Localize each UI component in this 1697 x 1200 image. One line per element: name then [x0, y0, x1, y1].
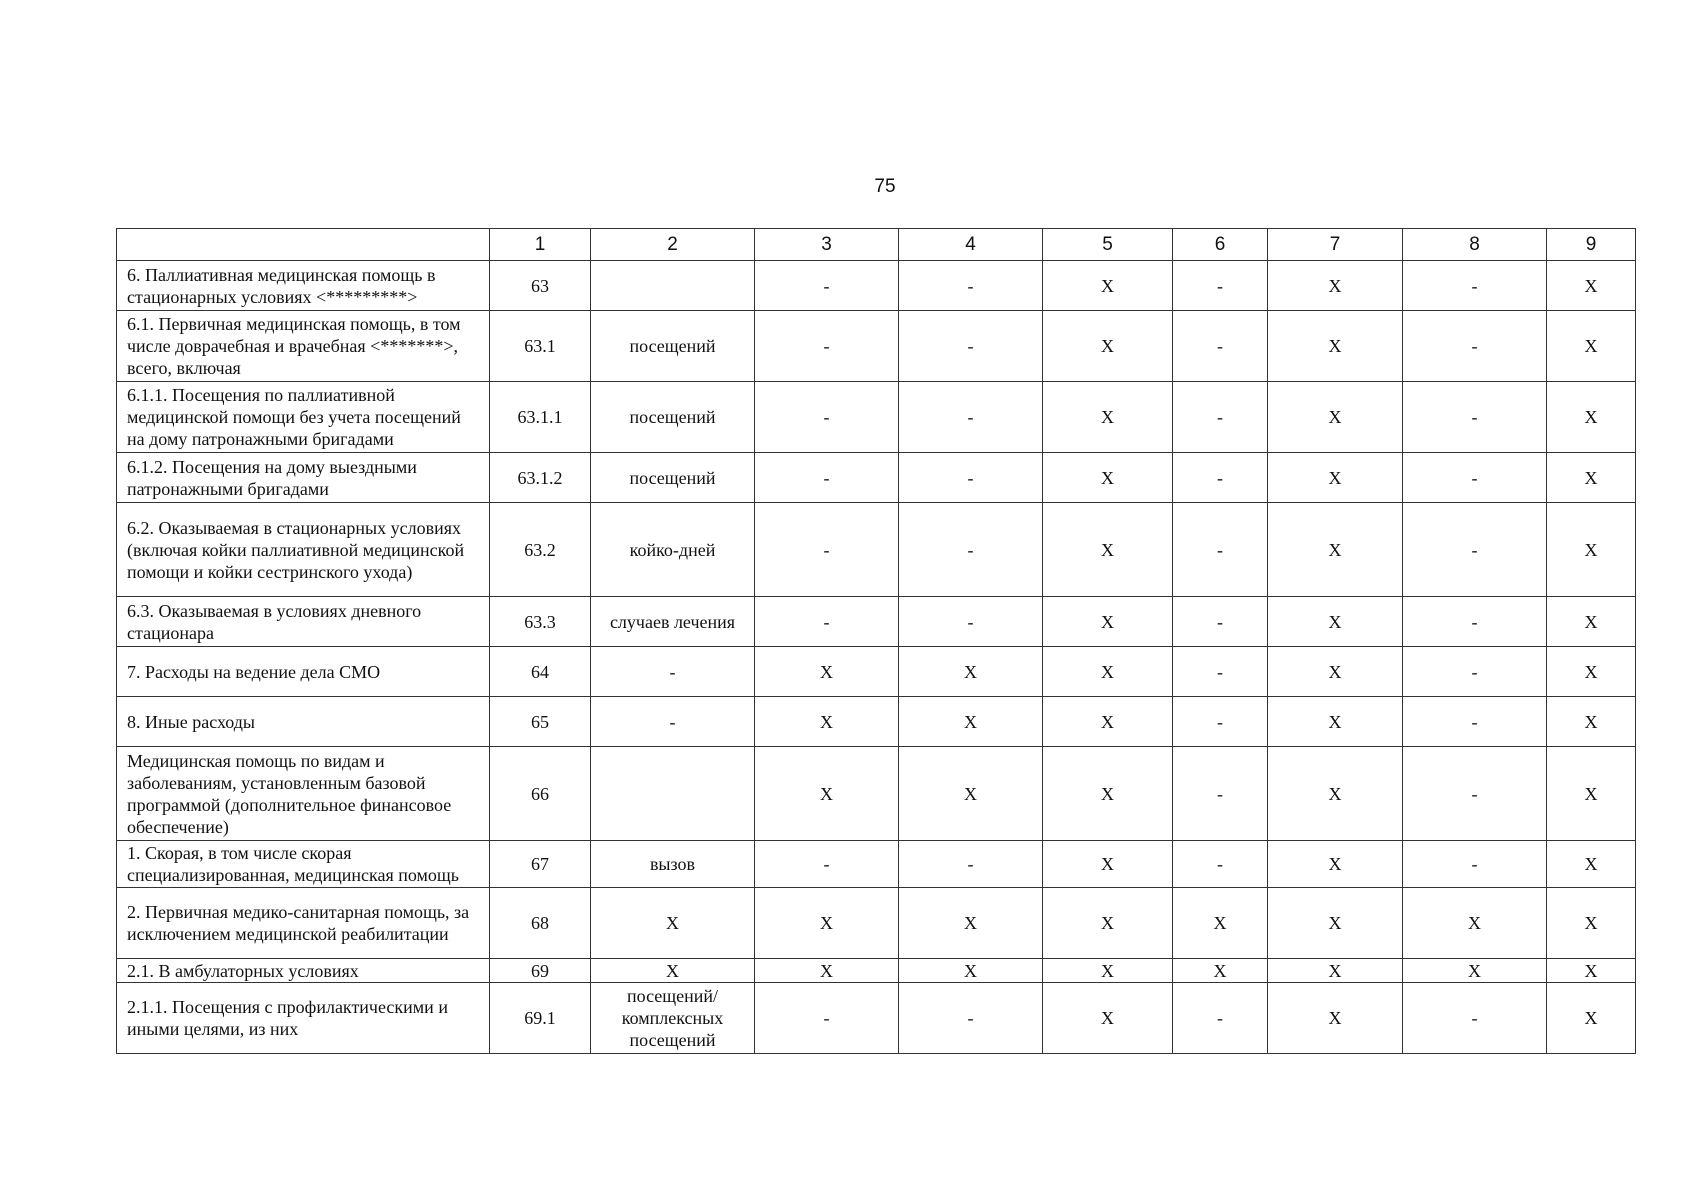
cell-col-5: X [1043, 647, 1173, 697]
cell-col-5: X [1043, 597, 1173, 647]
cell-col-5: X [1043, 261, 1173, 311]
header-row [117, 229, 1636, 261]
cell-col-8: - [1403, 311, 1547, 382]
cell-col-5: X [1043, 888, 1173, 959]
row-code: 63.3 [490, 597, 591, 647]
cell-col-9: X [1547, 983, 1636, 1054]
cell-col-4: X [899, 959, 1043, 983]
row-unit: случаев лечения [591, 597, 755, 647]
cell-col-8: - [1403, 697, 1547, 747]
cell-col-6: - [1173, 261, 1268, 311]
row-label: Медицинская помощь по видам и заболеваниям, установленным базовой программой (дополнительное финансовое обеспечение) [117, 747, 490, 841]
cell-col-4: - [899, 841, 1043, 888]
row-code: 63.2 [490, 503, 591, 597]
row-unit: посещений [591, 311, 755, 382]
row-label: 6. Паллиативная медицинская помощь в стационарных условиях <*********> [117, 261, 490, 311]
cell-col-5: X [1043, 382, 1173, 453]
cell-col-9: X [1547, 959, 1636, 983]
cell-col-4: - [899, 503, 1043, 597]
row-unit: вызов [591, 841, 755, 888]
cell-col-3: X [755, 888, 899, 959]
row-unit: - [591, 647, 755, 697]
cell-col-8: - [1403, 261, 1547, 311]
row-code: 68 [490, 888, 591, 959]
cell-col-7: X [1268, 382, 1403, 453]
cell-col-4: X [899, 888, 1043, 959]
cell-col-7: X [1268, 261, 1403, 311]
cell-col-4: X [899, 647, 1043, 697]
cell-col-8: - [1403, 597, 1547, 647]
cell-col-4: X [899, 697, 1043, 747]
table-row [117, 697, 1636, 747]
cell-col-7: X [1268, 597, 1403, 647]
header-cell-2: 2 [591, 229, 755, 261]
cell-col-6: - [1173, 747, 1268, 841]
row-label: 2. Первичная медико-санитарная помощь, за исключением медицинской реабилитации [117, 888, 490, 959]
cell-col-7: X [1268, 697, 1403, 747]
cell-col-5: X [1043, 747, 1173, 841]
cell-col-3: - [755, 841, 899, 888]
cell-col-3: X [755, 959, 899, 983]
cell-col-9: X [1547, 382, 1636, 453]
row-code: 64 [490, 647, 591, 697]
row-label: 6.3. Оказываемая в условиях дневного стационара [117, 597, 490, 647]
cell-col-3: - [755, 311, 899, 382]
table-row [117, 841, 1636, 888]
cell-col-7: X [1268, 747, 1403, 841]
table-row [117, 503, 1636, 597]
cell-col-9: X [1547, 747, 1636, 841]
cell-col-3: X [755, 697, 899, 747]
cell-col-8: - [1403, 453, 1547, 503]
row-label: 2.1. В амбулаторных условиях [117, 959, 490, 983]
row-code: 63.1.2 [490, 453, 591, 503]
cell-col-5: X [1043, 841, 1173, 888]
row-unit [591, 261, 755, 311]
cell-col-3: - [755, 261, 899, 311]
cell-col-6: X [1173, 888, 1268, 959]
table-row [117, 261, 1636, 311]
cell-col-9: X [1547, 453, 1636, 503]
row-code: 63.1 [490, 311, 591, 382]
row-code: 69 [490, 959, 591, 983]
cell-col-7: X [1268, 841, 1403, 888]
cell-col-5: X [1043, 959, 1173, 983]
header-cell-7: 7 [1268, 229, 1403, 261]
table-row [117, 597, 1636, 647]
row-unit [591, 747, 755, 841]
row-unit: посещений [591, 382, 755, 453]
cell-col-8: - [1403, 503, 1547, 597]
cell-col-8: X [1403, 959, 1547, 983]
table-row [117, 747, 1636, 841]
cell-col-7: X [1268, 888, 1403, 959]
cell-col-5: X [1043, 453, 1173, 503]
row-label: 1. Скорая, в том числе скорая специализированная, медицинская помощь [117, 841, 490, 888]
cell-col-7: X [1268, 647, 1403, 697]
row-unit: койко-дней [591, 503, 755, 597]
header-cell-9: 9 [1547, 229, 1636, 261]
cell-col-6: - [1173, 647, 1268, 697]
header-cell-5: 5 [1043, 229, 1173, 261]
row-label: 6.1. Первичная медицинская помощь, в том числе доврачебная и врачебная <*******>, всего, включая [117, 311, 490, 382]
cell-col-6: - [1173, 841, 1268, 888]
table-row [117, 311, 1636, 382]
cell-col-8: - [1403, 841, 1547, 888]
cell-col-7: X [1268, 959, 1403, 983]
cell-col-8: - [1403, 382, 1547, 453]
table-row [117, 647, 1636, 697]
row-label: 7. Расходы на ведение дела СМО [117, 647, 490, 697]
cell-col-7: X [1268, 453, 1403, 503]
header-cell-6: 6 [1173, 229, 1268, 261]
cell-col-3: X [755, 747, 899, 841]
row-label: 6.1.1. Посещения по паллиативной медицинской помощи без учета посещений на дому патронажными бригадами [117, 382, 490, 453]
cell-col-3: - [755, 382, 899, 453]
row-code: 63 [490, 261, 591, 311]
cell-col-6: - [1173, 311, 1268, 382]
cell-col-7: X [1268, 983, 1403, 1054]
cell-col-7: X [1268, 311, 1403, 382]
cell-col-4: - [899, 597, 1043, 647]
cell-col-8: - [1403, 647, 1547, 697]
row-label: 2.1.1. Посещения с профилактическими и иными целями, из них [117, 983, 490, 1054]
cell-col-8: - [1403, 983, 1547, 1054]
header-cell-4: 4 [899, 229, 1043, 261]
cell-col-7: X [1268, 503, 1403, 597]
cell-col-4: - [899, 382, 1043, 453]
row-unit: X [591, 888, 755, 959]
cell-col-4: - [899, 261, 1043, 311]
cell-col-5: X [1043, 503, 1173, 597]
cell-col-9: X [1547, 697, 1636, 747]
cell-col-9: X [1547, 647, 1636, 697]
cell-col-9: X [1547, 311, 1636, 382]
table-row [117, 983, 1636, 1054]
cell-col-4: - [899, 311, 1043, 382]
cell-col-9: X [1547, 503, 1636, 597]
cell-col-6: - [1173, 983, 1268, 1054]
cell-col-9: X [1547, 597, 1636, 647]
page-number: 75 [874, 176, 896, 197]
cell-col-4: - [899, 983, 1043, 1054]
header-cell-1: 1 [490, 229, 591, 261]
header-cell-8: 8 [1403, 229, 1547, 261]
cell-col-9: X [1547, 841, 1636, 888]
table-row [117, 382, 1636, 453]
cell-col-3: - [755, 453, 899, 503]
cell-col-5: X [1043, 311, 1173, 382]
row-label: 6.1.2. Посещения на дому выездными патронажными бригадами [117, 453, 490, 503]
cell-col-4: - [899, 453, 1043, 503]
cell-col-8: X [1403, 888, 1547, 959]
row-code: 67 [490, 841, 591, 888]
row-code: 63.1.1 [490, 382, 591, 453]
data-table [116, 228, 1636, 1054]
cell-col-6: - [1173, 597, 1268, 647]
cell-col-9: X [1547, 888, 1636, 959]
cell-col-3: X [755, 647, 899, 697]
cell-col-5: X [1043, 983, 1173, 1054]
cell-col-3: - [755, 983, 899, 1054]
cell-col-4: X [899, 747, 1043, 841]
row-unit: посещений [591, 453, 755, 503]
cell-col-9: X [1547, 261, 1636, 311]
row-unit: X [591, 959, 755, 983]
cell-col-3: - [755, 597, 899, 647]
row-unit: посещений/комплексных посещений [591, 983, 755, 1054]
cell-col-5: X [1043, 697, 1173, 747]
table-row [117, 888, 1636, 959]
header-cell-label [117, 229, 490, 261]
row-label: 8. Иные расходы [117, 697, 490, 747]
cell-col-3: - [755, 503, 899, 597]
cell-col-8: - [1403, 747, 1547, 841]
table-row [117, 959, 1636, 983]
table-row [117, 453, 1636, 503]
cell-col-6: - [1173, 503, 1268, 597]
header-cell-3: 3 [755, 229, 899, 261]
cell-col-6: - [1173, 382, 1268, 453]
row-code: 66 [490, 747, 591, 841]
row-unit: - [591, 697, 755, 747]
cell-col-6: X [1173, 959, 1268, 983]
table-body [117, 229, 1636, 1054]
cell-col-6: - [1173, 453, 1268, 503]
row-code: 65 [490, 697, 591, 747]
row-label: 6.2. Оказываемая в стационарных условиях (включая койки паллиативной медицинской помощи и койки сестринского ухода) [117, 503, 490, 597]
row-code: 69.1 [490, 983, 591, 1054]
cell-col-6: - [1173, 697, 1268, 747]
